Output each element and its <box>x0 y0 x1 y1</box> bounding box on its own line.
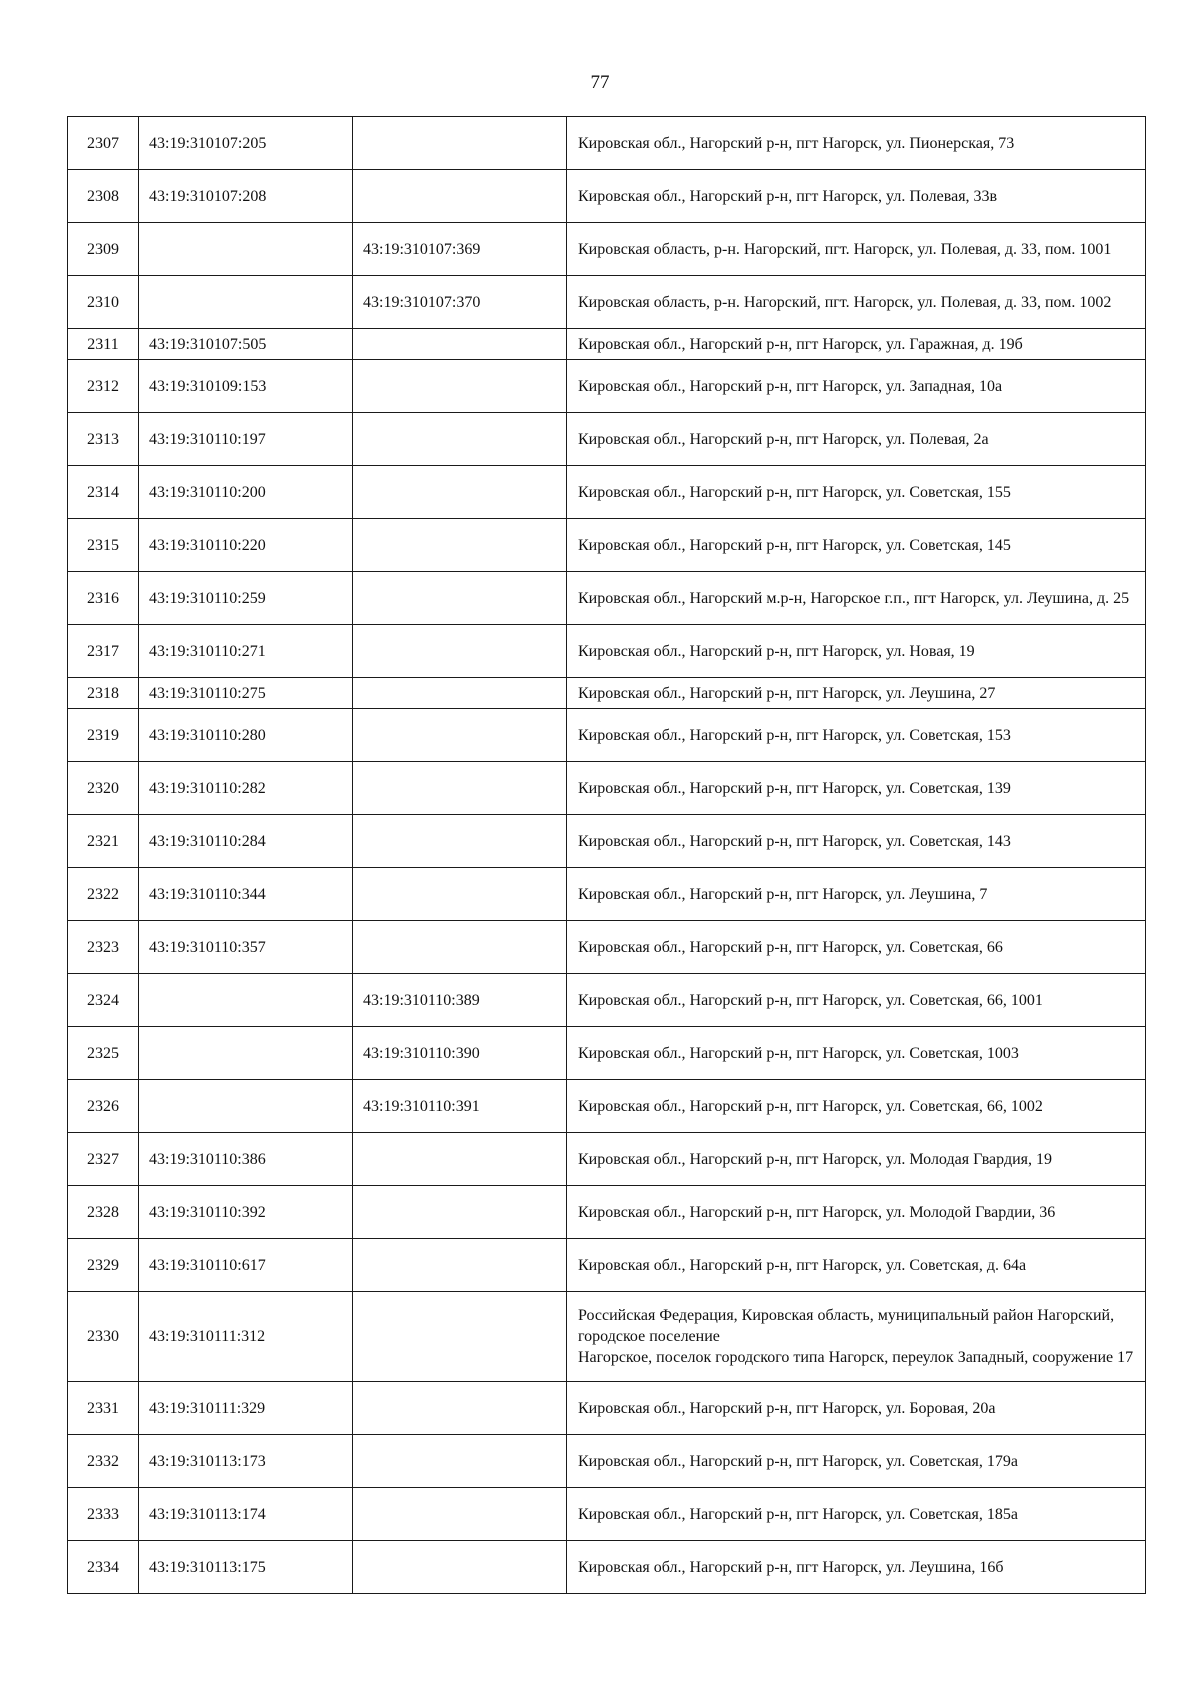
premises-number-cell <box>353 1382 567 1435</box>
cadastral-number-cell: 43:19:310110:282 <box>139 762 353 815</box>
address-cell: Кировская обл., Нагорский р-н, пгт Нагорск, ул. Пионерская, 73 <box>567 117 1146 170</box>
table-row <box>68 625 1146 678</box>
cadastral-number-cell: 43:19:310110:200 <box>139 466 353 519</box>
address-cell: Кировская обл., Нагорский р-н, пгт Нагорск, ул. Советская, 179а <box>567 1435 1146 1488</box>
premises-number-cell <box>353 921 567 974</box>
table-row <box>68 1080 1146 1133</box>
cadastral-number-cell <box>139 1027 353 1080</box>
table-row <box>68 572 1146 625</box>
cadastral-number-cell <box>139 1080 353 1133</box>
row-number-cell: 2315 <box>68 519 139 572</box>
premises-number-cell <box>353 519 567 572</box>
premises-number-cell <box>353 1541 567 1594</box>
cadastral-number-cell: 43:19:310107:208 <box>139 170 353 223</box>
cadastral-number-cell: 43:19:310111:312 <box>139 1292 353 1382</box>
cadastral-number-cell: 43:19:310110:275 <box>139 678 353 709</box>
cadastral-number-cell: 43:19:310110:280 <box>139 709 353 762</box>
address-cell: Кировская обл., Нагорский р-н, пгт Нагорск, ул. Советская, 66, 1002 <box>567 1080 1146 1133</box>
row-number-cell: 2334 <box>68 1541 139 1594</box>
premises-number-cell: 43:19:310107:370 <box>353 276 567 329</box>
row-number-cell: 2327 <box>68 1133 139 1186</box>
table-row <box>68 519 1146 572</box>
premises-number-cell <box>353 413 567 466</box>
premises-number-cell <box>353 762 567 815</box>
row-number-cell: 2309 <box>68 223 139 276</box>
premises-number-cell <box>353 1239 567 1292</box>
premises-number-cell <box>353 1292 567 1382</box>
table-row <box>68 762 1146 815</box>
premises-number-cell <box>353 868 567 921</box>
row-number-cell: 2319 <box>68 709 139 762</box>
address-cell: Кировская обл., Нагорский р-н, пгт Нагорск, ул. Западная, 10а <box>567 360 1146 413</box>
table-row <box>68 1133 1146 1186</box>
table-row <box>68 413 1146 466</box>
table-row <box>68 276 1146 329</box>
row-number-cell: 2313 <box>68 413 139 466</box>
row-number-cell: 2322 <box>68 868 139 921</box>
cadastral-number-cell: 43:19:310110:617 <box>139 1239 353 1292</box>
cadastral-number-cell <box>139 223 353 276</box>
row-number-cell: 2323 <box>68 921 139 974</box>
premises-number-cell <box>353 1133 567 1186</box>
premises-number-cell <box>353 678 567 709</box>
table-row <box>68 868 1146 921</box>
cadastral-number-cell: 43:19:310110:197 <box>139 413 353 466</box>
table-row <box>68 678 1146 709</box>
cadastral-number-cell: 43:19:310110:284 <box>139 815 353 868</box>
table-row <box>68 709 1146 762</box>
address-cell: Кировская обл., Нагорский р-н, пгт Нагорск, ул. Советская, 155 <box>567 466 1146 519</box>
premises-number-cell <box>353 815 567 868</box>
table-row <box>68 1435 1146 1488</box>
premises-number-cell <box>353 1435 567 1488</box>
cadastral-number-cell: 43:19:310113:173 <box>139 1435 353 1488</box>
row-number-cell: 2331 <box>68 1382 139 1435</box>
address-cell: Кировская обл., Нагорский р-н, пгт Нагорск, ул. Леушина, 7 <box>567 868 1146 921</box>
table-row <box>68 117 1146 170</box>
address-cell: Кировская обл., Нагорский р-н, пгт Нагорск, ул. Советская, 185а <box>567 1488 1146 1541</box>
address-cell: Кировская обл., Нагорский р-н, пгт Нагорск, ул. Леушина, 27 <box>567 678 1146 709</box>
address-cell: Кировская обл., Нагорский р-н, пгт Нагорск, ул. Советская, 143 <box>567 815 1146 868</box>
premises-number-cell: 43:19:310107:369 <box>353 223 567 276</box>
address-cell: Кировская обл., Нагорский р-н, пгт Нагорск, ул. Гаражная, д. 19б <box>567 329 1146 360</box>
address-cell: Кировская обл., Нагорский р-н, пгт Нагорск, ул. Советская, д. 64а <box>567 1239 1146 1292</box>
premises-number-cell <box>353 329 567 360</box>
cadastral-number-cell: 43:19:310110:259 <box>139 572 353 625</box>
address-cell: Кировская область, р-н. Нагорский, пгт. Нагорск, ул. Полевая, д. 33, пом. 1001 <box>567 223 1146 276</box>
address-cell: Кировская обл., Нагорский м.р-н, Нагорское г.п., пгт Нагорск, ул. Леушина, д. 25 <box>567 572 1146 625</box>
table-row <box>68 223 1146 276</box>
address-cell: Кировская обл., Нагорский р-н, пгт Нагорск, ул. Советская, 139 <box>567 762 1146 815</box>
cadastral-number-cell: 43:19:310110:386 <box>139 1133 353 1186</box>
row-number-cell: 2310 <box>68 276 139 329</box>
address-cell: Российская Федерация, Кировская область, муниципальный район Нагорский, городское поселение Нагорское, поселок городского типа Нагорск, переулок Западный, сооружение 17 <box>567 1292 1146 1382</box>
row-number-cell: 2328 <box>68 1186 139 1239</box>
cadastral-number-cell: 43:19:310113:174 <box>139 1488 353 1541</box>
address-cell: Кировская обл., Нагорский р-н, пгт Нагорск, ул. Советская, 145 <box>567 519 1146 572</box>
premises-number-cell <box>353 360 567 413</box>
premises-number-cell <box>353 1186 567 1239</box>
address-cell: Кировская обл., Нагорский р-н, пгт Нагорск, ул. Советская, 66, 1001 <box>567 974 1146 1027</box>
row-number-cell: 2324 <box>68 974 139 1027</box>
table-row <box>68 1186 1146 1239</box>
cadastral-number-cell: 43:19:310107:505 <box>139 329 353 360</box>
address-cell: Кировская обл., Нагорский р-н, пгт Нагорск, ул. Молодая Гвардия, 19 <box>567 1133 1146 1186</box>
table-row <box>68 921 1146 974</box>
row-number-cell: 2318 <box>68 678 139 709</box>
cadastral-number-cell: 43:19:310110:344 <box>139 868 353 921</box>
cadastral-number-cell: 43:19:310111:329 <box>139 1382 353 1435</box>
page-number: 77 <box>590 72 610 93</box>
cadastral-number-cell: 43:19:310110:392 <box>139 1186 353 1239</box>
address-cell: Кировская обл., Нагорский р-н, пгт Нагорск, ул. Полевая, 2а <box>567 413 1146 466</box>
row-number-cell: 2312 <box>68 360 139 413</box>
table-row <box>68 170 1146 223</box>
row-number-cell: 2311 <box>68 329 139 360</box>
premises-number-cell: 43:19:310110:389 <box>353 974 567 1027</box>
table-row <box>68 360 1146 413</box>
row-number-cell: 2308 <box>68 170 139 223</box>
row-number-cell: 2307 <box>68 117 139 170</box>
address-cell: Кировская обл., Нагорский р-н, пгт Нагорск, ул. Советская, 153 <box>567 709 1146 762</box>
row-number-cell: 2332 <box>68 1435 139 1488</box>
row-number-cell: 2326 <box>68 1080 139 1133</box>
premises-number-cell <box>353 466 567 519</box>
row-number-cell: 2314 <box>68 466 139 519</box>
cadastral-number-cell: 43:19:310109:153 <box>139 360 353 413</box>
address-cell: Кировская обл., Нагорский р-н, пгт Нагорск, ул. Боровая, 20а <box>567 1382 1146 1435</box>
cadastral-number-cell <box>139 974 353 1027</box>
address-cell: Кировская обл., Нагорский р-н, пгт Нагорск, ул. Новая, 19 <box>567 625 1146 678</box>
premises-number-cell <box>353 117 567 170</box>
premises-number-cell: 43:19:310110:390 <box>353 1027 567 1080</box>
registry-table <box>67 116 1146 1594</box>
row-number-cell: 2320 <box>68 762 139 815</box>
cadastral-number-cell: 43:19:310110:220 <box>139 519 353 572</box>
table-row <box>68 1488 1146 1541</box>
table-row <box>68 974 1146 1027</box>
address-cell: Кировская обл., Нагорский р-н, пгт Нагорск, ул. Молодой Гвардии, 36 <box>567 1186 1146 1239</box>
row-number-cell: 2329 <box>68 1239 139 1292</box>
address-cell: Кировская область, р-н. Нагорский, пгт. Нагорск, ул. Полевая, д. 33, пом. 1002 <box>567 276 1146 329</box>
premises-number-cell <box>353 572 567 625</box>
cadastral-number-cell <box>139 276 353 329</box>
row-number-cell: 2325 <box>68 1027 139 1080</box>
address-cell: Кировская обл., Нагорский р-н, пгт Нагорск, ул. Полевая, 33в <box>567 170 1146 223</box>
cadastral-number-cell: 43:19:310110:271 <box>139 625 353 678</box>
premises-number-cell <box>353 170 567 223</box>
table-row <box>68 815 1146 868</box>
premises-number-cell <box>353 709 567 762</box>
row-number-cell: 2316 <box>68 572 139 625</box>
row-number-cell: 2317 <box>68 625 139 678</box>
cadastral-number-cell: 43:19:310113:175 <box>139 1541 353 1594</box>
table-row <box>68 1292 1146 1382</box>
cadastral-number-cell: 43:19:310107:205 <box>139 117 353 170</box>
table-row <box>68 1541 1146 1594</box>
address-cell: Кировская обл., Нагорский р-н, пгт Нагорск, ул. Леушина, 16б <box>567 1541 1146 1594</box>
cadastral-number-cell: 43:19:310110:357 <box>139 921 353 974</box>
premises-number-cell: 43:19:310110:391 <box>353 1080 567 1133</box>
registry-table-body <box>68 117 1146 1594</box>
row-number-cell: 2333 <box>68 1488 139 1541</box>
table-row <box>68 1027 1146 1080</box>
table-row <box>68 329 1146 360</box>
address-cell: Кировская обл., Нагорский р-н, пгт Нагорск, ул. Советская, 1003 <box>567 1027 1146 1080</box>
row-number-cell: 2330 <box>68 1292 139 1382</box>
table-row <box>68 1239 1146 1292</box>
row-number-cell: 2321 <box>68 815 139 868</box>
premises-number-cell <box>353 625 567 678</box>
table-row <box>68 1382 1146 1435</box>
table-row <box>68 466 1146 519</box>
address-cell: Кировская обл., Нагорский р-н, пгт Нагорск, ул. Советская, 66 <box>567 921 1146 974</box>
premises-number-cell <box>353 1488 567 1541</box>
